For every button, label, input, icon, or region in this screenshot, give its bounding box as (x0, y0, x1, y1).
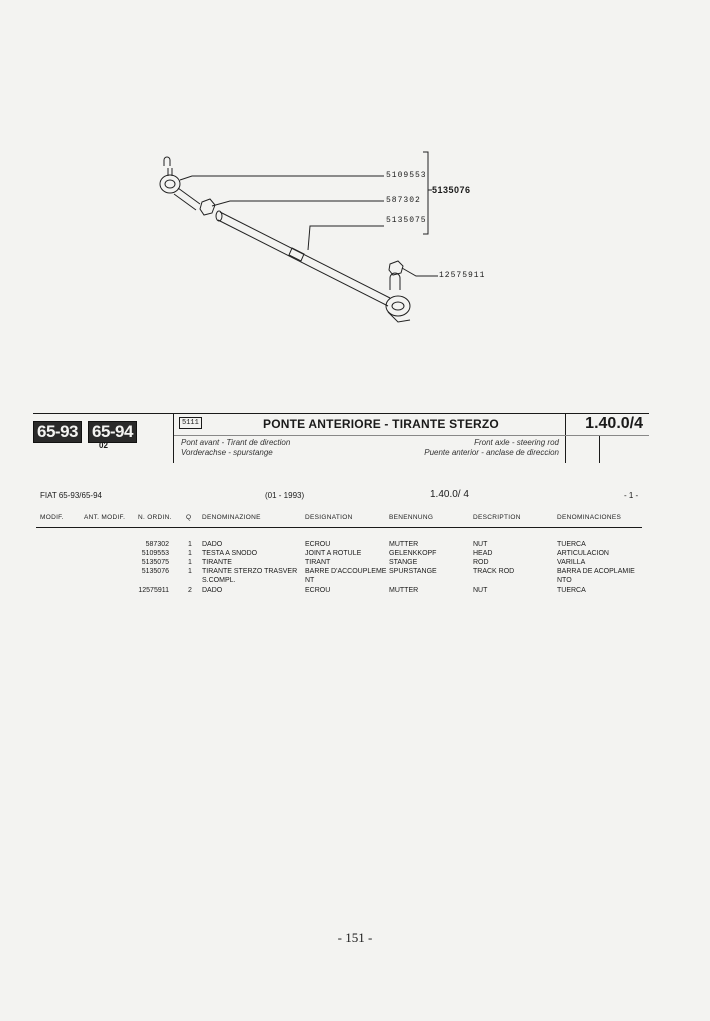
callout-5109553: 5109553 (386, 171, 427, 180)
row-es: BARRA DE ACOPLAMIE (557, 568, 635, 575)
row-order-num: 5135075 (141, 559, 169, 566)
model-65-94: 65-94 (88, 421, 137, 443)
model-logo (33, 421, 173, 443)
col-fr: DESIGNATION (305, 514, 353, 521)
row-qty: 1 (188, 559, 192, 566)
title-spanish: Puente anterior - anclase de direccion (424, 448, 559, 457)
row-qty: 1 (188, 550, 192, 557)
title-english: Front axle - steering rod (474, 438, 559, 447)
callout-5135075: 5135075 (386, 216, 427, 225)
row-order-num: 12575911 (138, 587, 169, 594)
row-fr: BARRE D'ACCOUPLEME (305, 568, 387, 575)
steering-rod-diagram (140, 140, 500, 360)
row-es: ARTICULACION (557, 550, 609, 557)
row-de: SPURSTANGE (389, 568, 437, 575)
col-qty: Q (186, 514, 192, 521)
row-es: TUERCA (557, 587, 586, 594)
sheet-number: - 1 - (624, 491, 639, 500)
row-fr: JOINT A ROTULE (305, 550, 362, 557)
col-de: BENENNUNG (389, 514, 434, 521)
row-fr: NT (305, 577, 315, 584)
row-it: TESTA A SNODO (202, 550, 258, 557)
col-es: DENOMINACIONES (557, 514, 622, 521)
row-order-num: 5135076 (141, 568, 169, 575)
row-it: DADO (202, 587, 223, 594)
reference-number: 1.40.0/4 (585, 415, 643, 432)
row-en: TRACK ROD (473, 568, 515, 575)
row-es: TUERCA (557, 541, 586, 548)
model-label: FIAT 65-93/65-94 (40, 491, 102, 500)
title-german: Vorderachse - spurstange (181, 448, 273, 457)
steering-rod-drawing (140, 140, 500, 360)
row-it: TIRANTE STERZO TRASVER (202, 568, 298, 575)
row-es: VARILLA (557, 559, 586, 566)
title-french: Pont avant - Tirant de direction (181, 438, 291, 447)
model-65-93: 65-93 (33, 421, 82, 443)
row-en: NUT (473, 587, 488, 594)
date-label: (01 - 1993) (265, 491, 305, 500)
row-qty: 1 (188, 541, 192, 548)
row-fr: ECROU (305, 587, 331, 594)
col-ant-modif: ANT. MODIF. (84, 514, 126, 521)
row-de: MUTTER (389, 541, 419, 548)
row-fr: TIRANT (305, 559, 331, 566)
group-code: 5111 (179, 417, 202, 429)
row-qty: 1 (188, 568, 192, 575)
col-order-num: N. ORDIN. (138, 514, 172, 521)
col-it: DENOMINAZIONE (202, 514, 261, 521)
section-header (33, 413, 649, 463)
row-order-num: 587302 (145, 541, 169, 548)
callout-5135076: 5135076 (432, 185, 471, 195)
row-de: STANGE (389, 559, 418, 566)
row-qty: 2 (188, 587, 192, 594)
row-it: S.COMPL. (202, 577, 236, 584)
variant-code: 02 (99, 441, 108, 450)
title-italian: PONTE ANTERIORE - TIRANTE STERZO (263, 417, 499, 431)
row-es: NTO (557, 577, 572, 584)
row-en: HEAD (473, 550, 493, 557)
col-modif: MODIF. (40, 514, 64, 521)
row-de: MUTTER (389, 587, 419, 594)
row-en: NUT (473, 541, 488, 548)
callout-587302: 587302 (386, 196, 421, 205)
table-header-rule (36, 527, 642, 528)
col-en: DESCRIPTION (473, 514, 521, 521)
info-reference: 1.40.0/ 4 (430, 489, 469, 500)
row-it: DADO (202, 541, 223, 548)
row-fr: ECROU (305, 541, 331, 548)
row-de: GELENKKOPF (389, 550, 437, 557)
page-number: - 151 - (337, 930, 373, 945)
callout-12575911: 12575911 (439, 271, 486, 280)
row-order-num: 5109553 (141, 550, 169, 557)
row-en: ROD (473, 559, 489, 566)
row-it: TIRANTE (202, 559, 232, 566)
